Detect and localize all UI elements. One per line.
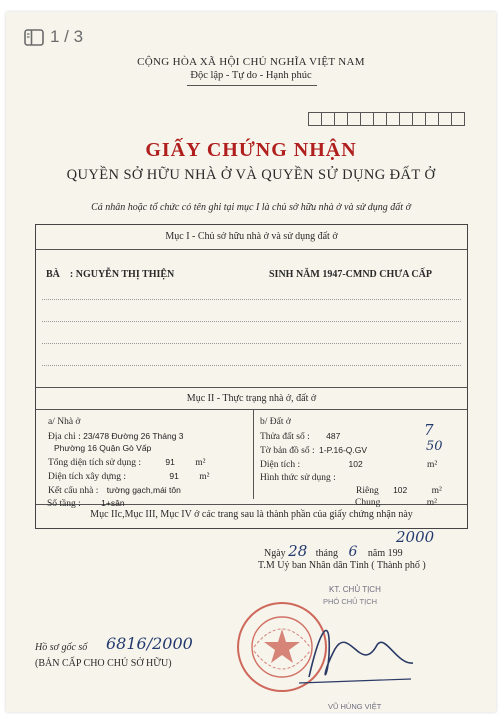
divider [36,249,467,250]
land-heading: b/ Đất ở [260,417,291,427]
intro-text: Cá nhân hoặc tổ chức có tên ghi tại mục I là chủ sở hữu nhà ở và sử dụng đất ở [91,202,411,213]
owner-info: SINH NĂM 1947-CMND CHƯA CẤP [269,269,432,280]
owner-name: : NGUYỄN THỊ THIỆN [69,269,175,280]
plot-value: 487 [326,431,341,441]
page-counter-text: 1 / 3 [50,27,84,46]
land-area-field: Diện tích : 102 m² [260,459,438,470]
shared-use-field: Chung m² [355,498,437,508]
issue-day: 28 [288,542,308,560]
address-line-1: 23/478 Đường 26 Tháng 3 [83,431,184,441]
map-sheet-value: 1-P.16-Q.GV [319,445,368,455]
national-motto: Độc lập - Tự do - Hạnh phúc [190,70,312,81]
divider [36,387,467,388]
certificate-title: GIẤY CHỨNG NHẬN [145,139,357,161]
address-line-2: Phường 16 Quận Gò Vấp [54,443,152,453]
committee-title: T.M Uỷ ban Nhân dân Tỉnh ( Thành phố ) [258,560,426,571]
plot-field: Thửa đất số : 487 [260,431,341,442]
floors-value: 1+sân [101,498,125,508]
column-divider [253,409,254,499]
section2-title: Mục II - Thực trạng nhà ở, đất ở [186,393,317,404]
divider [36,409,467,410]
owner-prefix: BÀ : NGUYỄN THỊ THIỆN [46,269,175,280]
built-area-value: 91 [169,471,179,481]
blank-line [42,343,461,344]
page-counter-badge[interactable] [24,27,83,47]
motto-underline [187,85,317,86]
sidebar-panel-icon[interactable] [24,29,44,46]
usable-area-field: Tổng diện tích sử dụng : 91 m² [48,457,206,468]
nation-header: CỘNG HÒA XÃ HỘI CHỦ NGHĨA VIỆT NAM [137,56,365,68]
certificate-page [6,12,496,712]
structure-field: Kết cấu nhà : tường gạch,mái tôn [48,485,181,496]
issue-date: Ngày 28 tháng 6 năm 199 [264,542,403,560]
signature-scribble-icon [291,605,421,700]
handwritten-map-note: 50 [426,439,443,454]
use-form-label: Hình thức sử dụng : [260,473,336,483]
address-field: Địa chỉ : 23/478 Đường 26 Tháng 3 [48,431,184,442]
blank-line [42,321,461,322]
issue-year-handwritten: 2000 [396,528,435,546]
serial-number-boxes [308,112,464,126]
certificate-table [35,224,468,529]
blank-line [42,299,461,300]
deputy-stamp-line2: PHÓ CHỦ TỊCH [323,597,378,606]
map-sheet-field: Tờ bản đồ số : 1-P.16-Q.GV [260,445,368,456]
built-area-field: Diện tích xây dựng : 91 m² [48,471,210,482]
structure-value: tường gạch,mái tôn [106,485,181,495]
blank-line [42,365,461,366]
copy-note: (BẢN CẤP CHO CHỦ SỞ HỮU) [35,658,172,669]
private-use-value: 102 [393,485,408,495]
floors-field: Số tầng : 1+sân [47,498,125,509]
usable-area-value: 91 [165,457,175,467]
file-number-label: Hồ sơ gốc số [35,642,88,653]
issue-month: 6 [348,544,358,560]
private-use-field: Riêng 102 m² [356,485,442,496]
house-heading: a/ Nhà ở [48,417,81,427]
section1-title: Mục I - Chủ sở hữu nhà ở và sử dụng đất ở [165,231,338,242]
signer-name: VŨ HÙNG VIỆT [328,702,382,711]
certificate-subtitle: QUYỀN SỞ HỮU NHÀ Ở VÀ QUYỀN SỬ DỤNG ĐẤT Ở [66,167,436,183]
handwritten-plot-note: 7 [424,421,434,439]
land-area-value: 102 [348,459,363,469]
footnote: Mục IIc,Mục III, Mục IV ở các trang sau là thành phần của giấy chứng nhận này [90,509,413,520]
deputy-stamp-line1: KT. CHỦ TỊCH [329,585,381,594]
file-number-handwritten: 6816/2000 [106,634,193,653]
